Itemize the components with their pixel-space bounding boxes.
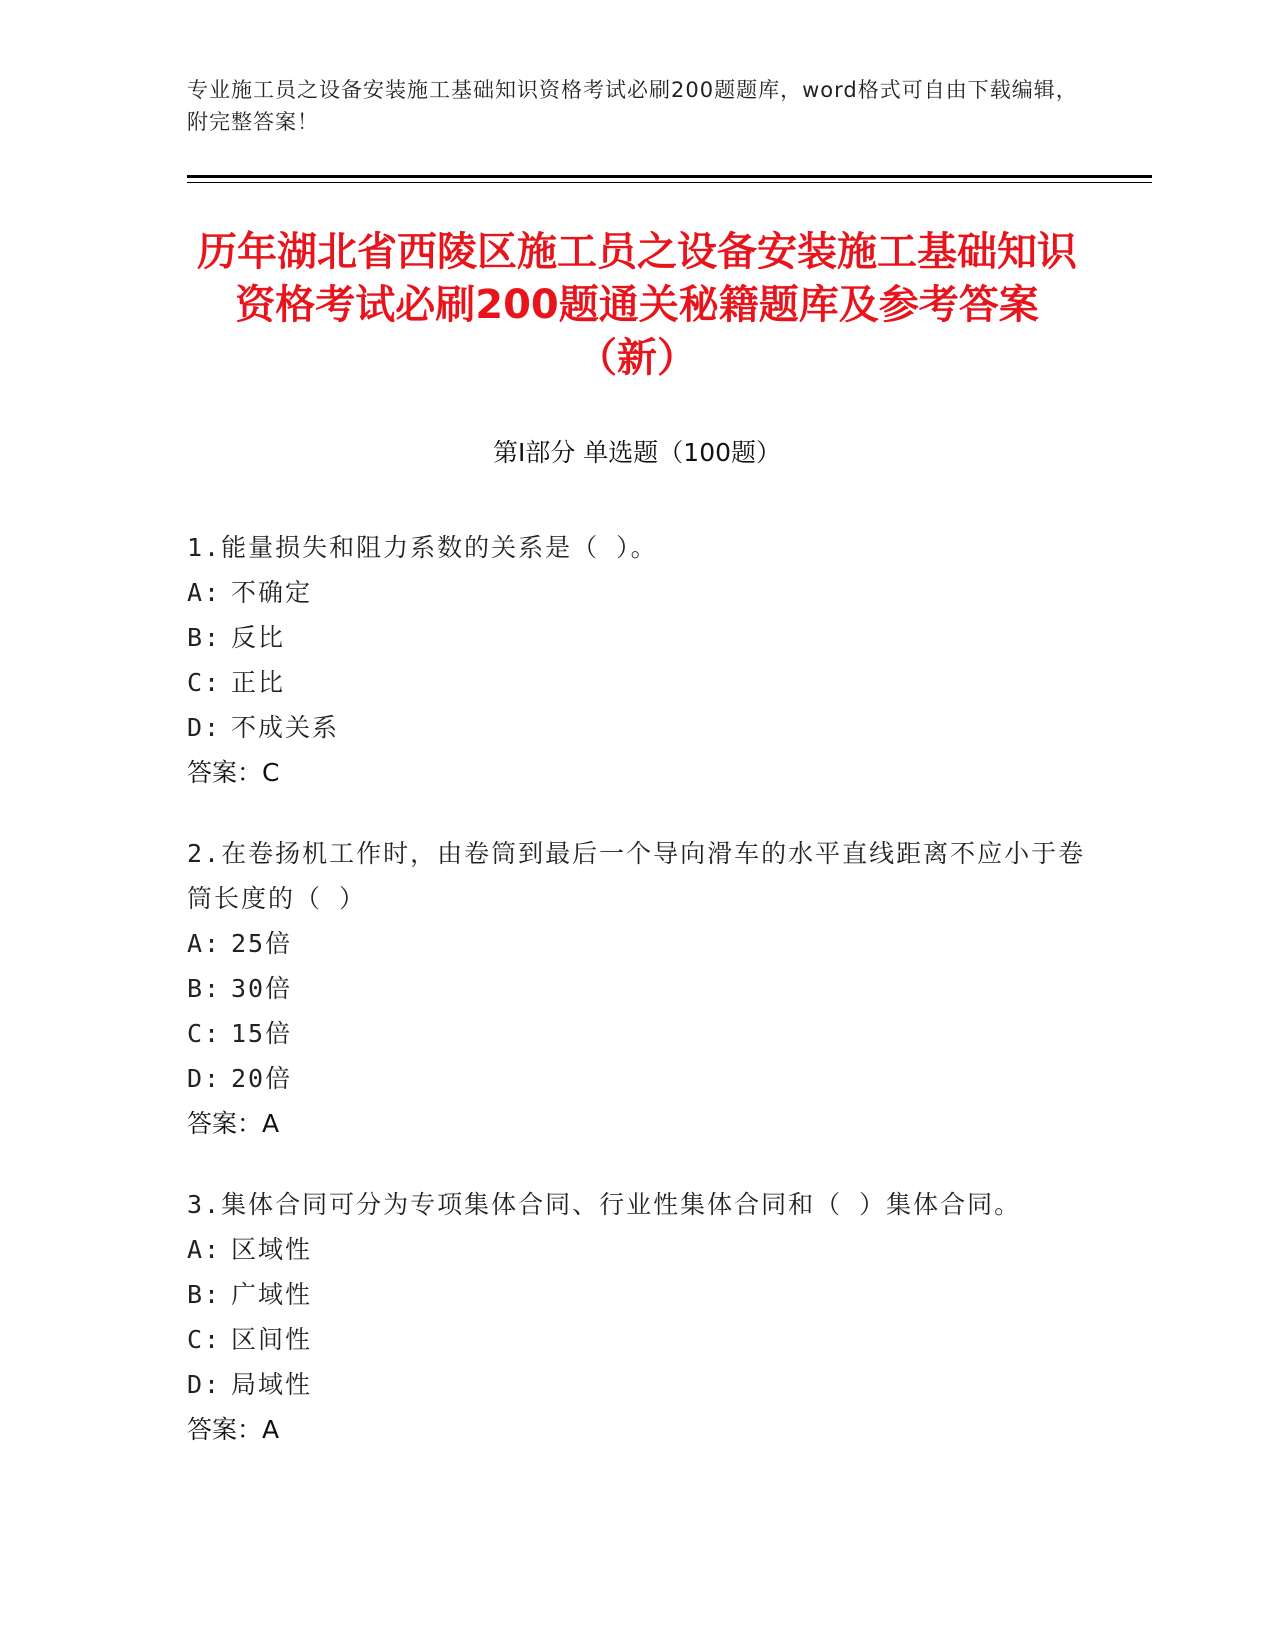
option-key: A: — [187, 578, 222, 607]
question-stem: 3.集体合同可分为专项集体合同、行业性集体合同和（ ）集体合同。 — [187, 1190, 1022, 1219]
option-text: 25倍 — [231, 929, 293, 958]
answer: 答案：C — [187, 758, 280, 787]
option-key: C: — [187, 668, 222, 697]
option-text: 30倍 — [231, 974, 293, 1003]
option-c — [187, 1317, 1087, 1362]
option-key: B: — [187, 623, 222, 652]
question-stem: 1.能量损失和阻力系数的关系是（ ）。 — [187, 533, 658, 562]
header-rule-thin — [187, 182, 1152, 183]
option-key: D: — [187, 1370, 222, 1399]
option-text: 区间性 — [231, 1325, 313, 1354]
question-list — [187, 525, 1087, 1488]
answer: 答案：A — [187, 1415, 280, 1444]
option-text: 正比 — [231, 668, 286, 697]
option-c — [187, 660, 1087, 705]
document-title: 历年湖北省西陵区施工员之设备安装施工基础知识资格考试必刷200题通关秘籍题库及参考答案（新） — [197, 229, 1077, 381]
option-text: 区域性 — [231, 1235, 313, 1264]
option-key: D: — [187, 1064, 222, 1093]
option-key: B: — [187, 1280, 222, 1309]
question-1 — [187, 525, 1087, 795]
question-2 — [187, 831, 1087, 1146]
option-text: 不成关系 — [231, 713, 340, 742]
option-text: 不确定 — [231, 578, 313, 607]
option-b — [187, 966, 1087, 1011]
section-title: 第I部分 单选题（100题） — [492, 438, 782, 467]
option-text: 广域性 — [231, 1280, 313, 1309]
option-key: C: — [187, 1019, 222, 1048]
option-text: 20倍 — [231, 1064, 293, 1093]
question-3 — [187, 1182, 1087, 1452]
option-text: 15倍 — [231, 1019, 293, 1048]
option-b — [187, 1272, 1087, 1317]
option-key: C: — [187, 1325, 222, 1354]
option-a — [187, 1227, 1087, 1272]
header-rule-thick — [187, 175, 1152, 178]
option-c — [187, 1011, 1087, 1056]
option-b — [187, 615, 1087, 660]
option-d — [187, 1056, 1087, 1101]
option-key: A: — [187, 1235, 222, 1264]
option-key: B: — [187, 974, 222, 1003]
option-key: D: — [187, 713, 222, 742]
option-a — [187, 570, 1087, 615]
question-stem: 2.在卷扬机工作时，由卷筒到最后一个导向滑车的水平直线距离不应小于卷筒长度的（ ） — [187, 839, 1086, 913]
option-d — [187, 1362, 1087, 1407]
option-a — [187, 921, 1087, 966]
option-d — [187, 705, 1087, 750]
option-text: 反比 — [231, 623, 286, 652]
header-note: 专业施工员之设备安装施工基础知识资格考试必刷200题题库，word格式可自由下载编辑，附完整答案！ — [187, 78, 1078, 134]
answer: 答案：A — [187, 1109, 280, 1138]
option-key: A: — [187, 929, 222, 958]
option-text: 局域性 — [231, 1370, 313, 1399]
